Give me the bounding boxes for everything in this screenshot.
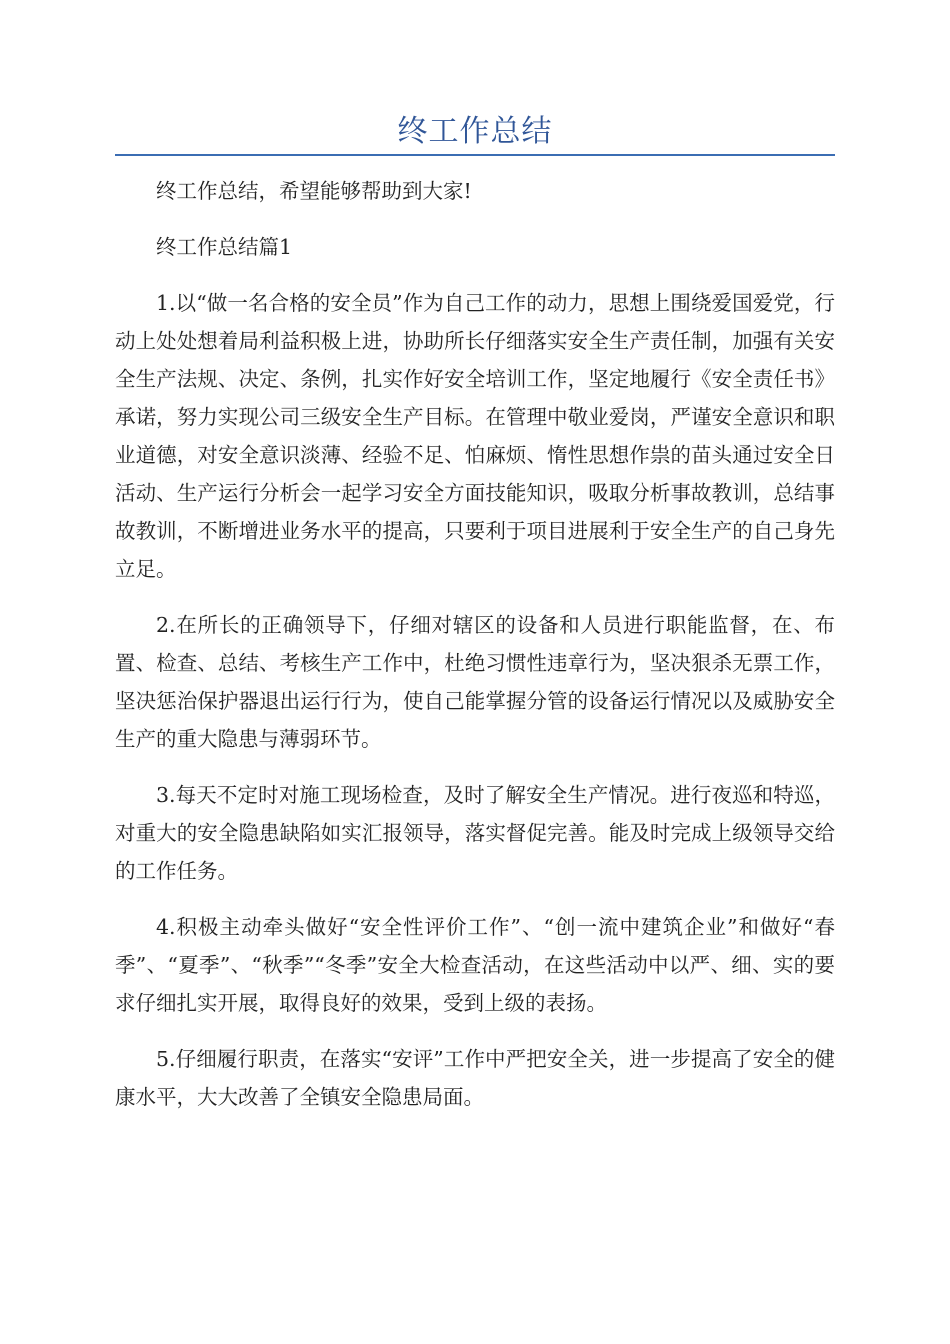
document-title: 终工作总结 [397,114,553,149]
intro-paragraph: 终工作总结，希望能够帮助到大家! [156,179,472,203]
paragraph-item-3: 3.每天不定时对施工现场检查，及时了解安全生产情况。进行夜巡和特巡，对重大的安全隐患缺陷如实汇报领导，落实督促完善。能及时完成上级领导交给的工作任务。 [115,783,835,883]
document-body [115,172,835,1134]
paragraph-item-2: 2.在所长的正确领导下，仔细对辖区的设备和人员进行职能监督，在、布置、检查、总结、考核生产工作中，杜绝习惯性违章行为，坚决狠杀无票工作，坚决惩治保护器退出运行行为，使自己能掌握分管的设备运行情况以及威胁安全生产的重大隐患与薄弱环节。 [115,613,835,751]
section-heading: 终工作总结篇1 [156,235,293,259]
paragraph-item-5: 5.仔细履行职责，在落实“安评”工作中严把安全关，进一步提高了安全的健康水平，大大改善了全镇安全隐患局面。 [115,1047,835,1109]
paragraph-item-1: 1.以“做一名合格的安全员”作为自己工作的动力，思想上围绕爱国爱党，行动上处处想着局利益积极上进，协助所长仔细落实安全生产责任制，加强有关安全生产法规、决定、条例，扎实作好安全培训工作，坚定地履行《安全责任书》承诺，努力实现公司三级安全生产目标。在管理中敬业爱岗，严谨安全意识和职业道德，对安全意识淡薄、经验不足、怕麻烦、惰性思想作祟的苗头通过安全日活动、生产运行分析会一起学习安全方面技能知识，吸取分析事故教训，总结事故教训，不断增进业务水平的提高，只要利于项目进展利于安全生产的自己身先立足。 [115,291,835,581]
title-underline [115,154,835,156]
paragraph-item-4: 4.积极主动牵头做好“安全性评价工作”、“创一流中建筑企业”和做好“春季”、“夏季”、“秋季”“冬季”安全大检查活动，在这些活动中以严、细、实的要求仔细扎实开展，取得良好的效果，受到上级的表扬。 [115,915,835,1015]
